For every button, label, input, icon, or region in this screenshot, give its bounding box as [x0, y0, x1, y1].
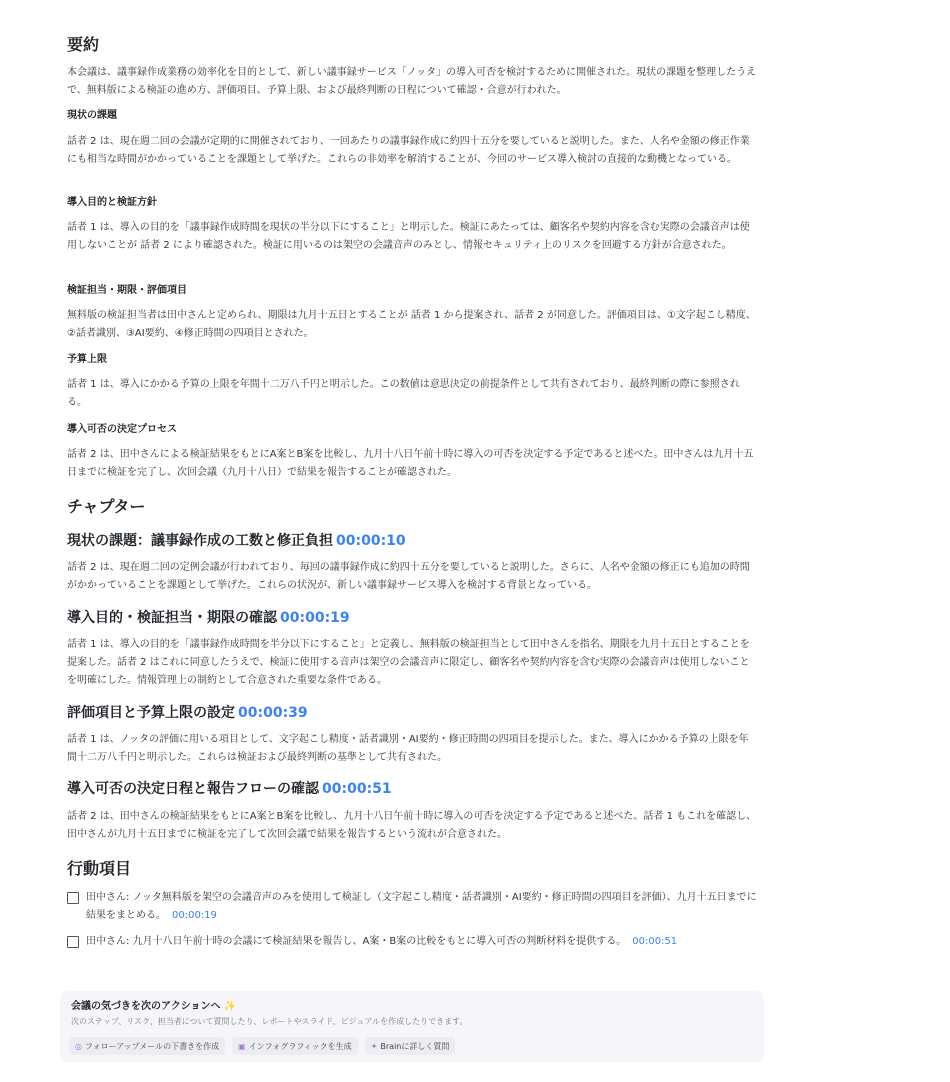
summary-heading: 導入可否の決定プロセス	[67, 424, 177, 435]
action-checkbox[interactable]	[67, 936, 79, 948]
summary-body: 話者 1 は、導入にかかる予算の上限を年間十二万八千円と明示した。この数値は意思決定の前提条件として共有されており、最終判断の際に参照される。	[67, 379, 740, 408]
ai-suggestion-panel	[60, 991, 764, 1062]
action-item	[67, 933, 757, 951]
chapter-timestamp-link[interactable]: 00:00:19	[280, 610, 350, 626]
chapter-title: 評価項目と予算上限の設定 00:00:39	[67, 705, 308, 721]
chapters-title: チャプター	[67, 497, 146, 516]
actions-title: 行動項目	[67, 859, 132, 878]
action-item	[67, 889, 757, 925]
generate-infographic-button[interactable]: ▣ インフォグラフィックを生成	[232, 1037, 358, 1055]
chapter-title: 導入可否の決定日程と報告フローの確認 00:00:51	[67, 781, 392, 797]
chapter-body: 話者 1 は、導入の目的を「議事録作成時間を半分以下にすること」と定義し、無料版の検証担当として田中さんを指名、期限を九月十五日とすることを提案した。話者 2 はこれに同意したうえで、検証に使用する音声は架空の会議音声に限定し、顧客名や契約内容を含む実際の会議音声は使用しないことを明確にした。情報管理上の制約として合意された重要な条件である。	[67, 639, 750, 686]
action-timestamp-link[interactable]: 00:00:19	[172, 910, 217, 921]
summary-heading: 検証担当・期限・評価項目	[67, 285, 187, 296]
chapter-timestamp-link[interactable]: 00:00:39	[238, 705, 308, 721]
summary-intro: 本会議は、議事録作成業務の効率化を目的として、新しい議事録サービス「ノッタ」の導入可否を検討するために開催された。現状の課題を整理したうえで、無料版による検証の進め方、評価項目、予算上限、および最終判断の日程について確認・合意が行われた。	[67, 67, 757, 96]
chapter-body: 話者 2 は、田中さんの検証結果をもとにA案とB案を比較し、九月十八日午前十時に導入の可否を決定する予定であると述べた。話者 1 もこれを確認し、田中さんが九月十五日までに検証を完了して次回会議で結果を報告するという流れが合意された。	[67, 811, 757, 840]
summary-body: 話者 1 は、導入の目的を「議事録作成時間を現状の半分以下にすること」と明示した。検証にあたっては、顧客名や契約内容を含む実際の会議音声は使用しないことが 話者 2 により確認された。検証に用いるのは架空の会議音声のみとし、情報セキュリティ上のリスクを回避する方針が合意された。	[67, 222, 750, 251]
chapter-timestamp-link[interactable]: 00:00:10	[336, 533, 406, 549]
summary-heading: 現状の課題	[67, 110, 117, 121]
summary-title: 要約	[67, 35, 100, 54]
ai-panel-title: 会議の気づきを次のアクションへ ✨	[71, 1001, 236, 1012]
action-checkbox[interactable]	[67, 892, 79, 904]
summary-body: 無料版の検証担当者は田中さんと定められ、期限は九月十五日とすることが 話者 1 から提案され、話者 2 が同意した。評価項目は、①文字起こし精度、②話者識別、③AI要約、④修正時間の四項目とされた。	[67, 310, 756, 339]
sparkle-icon: ✨	[223, 1001, 236, 1012]
action-text: 田中さん: 九月十八日午前十時の会議にて検証結果を報告し、A案・B案の比較をもとに導入可否の判断材料を提供する。	[86, 936, 627, 947]
summary-heading: 予算上限	[67, 354, 107, 365]
summary-body: 話者 2 は、現在週二回の会議が定期的に開催されており、一回あたりの議事録作成に約四十五分を要していると説明した。また、人名や金額の修正作業にも相当な時間がかかっていることを課題として挙げた。これらの非効率を解消することが、今回のサービス導入検討の直接的な動機となっている。	[67, 136, 750, 165]
action-timestamp-link[interactable]: 00:00:51	[632, 936, 678, 947]
summary-heading: 導入目的と検証方針	[67, 197, 157, 208]
chapter-body: 話者 2 は、現在週二回の定例会議が行われており、毎回の議事録作成に約四十五分を要していると説明した。さらに、人名や金額の修正にも追加の時間がかかっていることを課題として挙げた。これらの状況が、新しい議事録サービス導入を検討する背景となっている。	[67, 562, 750, 591]
ask-brain-button[interactable]: ✦ Brainに詳しく質問	[365, 1037, 456, 1055]
chapter-timestamp-link[interactable]: 00:00:51	[322, 781, 392, 797]
summary-body: 話者 2 は、田中さんによる検証結果をもとにA案とB案を比較し、九月十八日午前十時に導入の可否を決定する予定であると述べた。田中さんは九月十五日までに検証を完了し、次回会議（九月十八日）で結果を報告することが確認された。	[67, 449, 754, 478]
action-text: 田中さん: ノッタ無料版を架空の会議音声のみを使用して検証し（文字起こし精度・話者識別・AI要約・修正時間の四項目を評価）、九月十五日までに結果をまとめる。	[86, 892, 757, 921]
ai-action-chips	[69, 1037, 455, 1055]
image-icon: ▣	[238, 1041, 246, 1051]
chapter-body: 話者 1 は、ノッタの評価に用いる項目として、文字起こし精度・話者識別・AI要約・修正時間の四項目を提示した。また、導入にかかる予算の上限を年間十二万八千円と明示した。これらは検証および最終判断の基準として共有された。	[67, 734, 749, 763]
chapter-title: 導入目的・検証担当・期限の確認 00:00:19	[67, 610, 350, 626]
chapter-title: 現状の課題：議事録作成の工数と修正負担 00:00:10	[67, 533, 406, 549]
draft-followup-email-button[interactable]: ◎ フォローアップメールの下書きを作成	[69, 1037, 225, 1055]
sparkle-icon: ✦	[370, 1041, 378, 1051]
mail-icon: ◎	[75, 1041, 82, 1051]
ai-panel-subtitle: 次のステップ、リスク、担当者について質問したり、レポートやスライド、ビジュアルを作成したりできます。	[71, 1017, 468, 1026]
